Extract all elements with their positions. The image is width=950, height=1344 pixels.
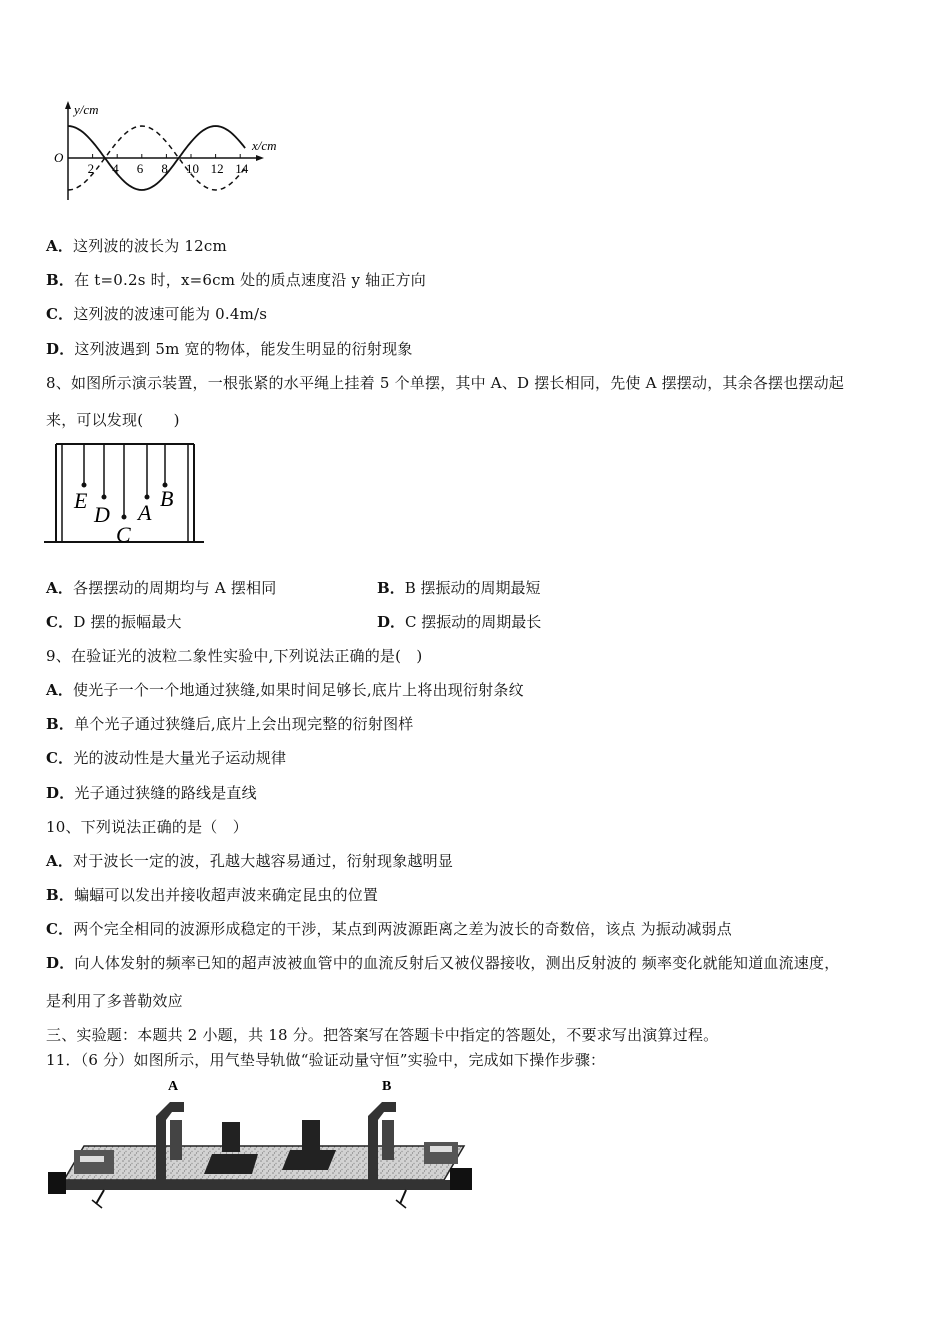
- x-tick-label: 12: [210, 161, 224, 176]
- q8-option-d[interactable]: D．C 摆振动的周期最长: [377, 613, 542, 631]
- q9-option-a[interactable]: A．使光子一个一个地通过狭缝,如果时间足够长,底片上将出现衍射条纹: [46, 681, 524, 699]
- option-label: C: [46, 305, 59, 323]
- option-label: D: [377, 613, 391, 631]
- option-text: 蝙蝠可以发出并接收超声波来确定昆虫的位置: [74, 886, 379, 904]
- pendulum-d-label: D: [94, 502, 110, 527]
- q9-option-b[interactable]: B．单个光子通过狭缝后,底片上会出现完整的衍射图样: [46, 715, 414, 733]
- option-text: 这列波的波长为 12cm: [73, 237, 227, 255]
- q10-option-b[interactable]: B．蝙蝠可以发出并接收超声波来确定昆虫的位置: [46, 886, 379, 904]
- q7-option-c[interactable]: C．这列波的波速可能为 0.4m/s: [46, 305, 268, 323]
- option-label: A: [46, 852, 58, 870]
- option-text: B 摆振动的周期最短: [404, 579, 541, 597]
- section-3-heading: 三、实验题：本题共 2 小题，共 18 分。把答案写在答题卡中指定的答题处，不要求写出演算过程。: [46, 1026, 719, 1044]
- q10-stem: 10、下列说法正确的是（ ）: [46, 818, 248, 836]
- pendulum-c-bob: [122, 515, 127, 520]
- option-text: 这列波的波速可能为 0.4m/s: [73, 305, 268, 323]
- option-label: B: [46, 271, 59, 289]
- option-text: 各摆摆动的周期均与 A 摆相同: [73, 579, 277, 597]
- option-text: 光子通过狭缝的路线是直线: [74, 784, 257, 802]
- q9-stem: 9、在验证光的波粒二象性实验中,下列说法正确的是( ): [46, 647, 423, 665]
- q8-option-c[interactable]: C．D 摆的振幅最大: [46, 613, 182, 631]
- pendulum-e-bob: [82, 483, 87, 488]
- option-label: A: [46, 237, 58, 255]
- option-label: C: [46, 749, 59, 767]
- option-label: A: [46, 579, 58, 597]
- option-text: 在 t=0.2s 时，x=6cm 处的质点速度沿 y 轴正方向: [74, 271, 426, 289]
- q7-option-d[interactable]: D．这列波遇到 5m 宽的物体，能发生明显的衍射现象: [46, 340, 413, 358]
- x-tick-label: 14: [235, 161, 249, 176]
- origin-label: O: [54, 150, 64, 165]
- option-label: B: [377, 579, 390, 597]
- pendulum-a-bob: [145, 495, 150, 500]
- q10-option-a[interactable]: A．对于波长一定的波，孔越大越容易通过，衍射现象越明显: [46, 852, 454, 870]
- q11-stem: 11．（6 分）如图所示，用气垫导轨做“验证动量守恒”实验中，完成如下操作步骤：: [46, 1051, 606, 1069]
- x-tick-label: 10: [186, 161, 199, 176]
- x-tick-label: 4: [112, 161, 119, 176]
- option-label: D: [46, 340, 60, 358]
- option-text: 光的波动性是大量光子运动规律: [73, 749, 287, 767]
- pendulum-apparatus-figure: [44, 440, 206, 548]
- q10-option-d-continued: 是利用了多普勒效应: [46, 992, 183, 1010]
- q7-option-b[interactable]: B．在 t=0.2s 时，x=6cm 处的质点速度沿 y 轴正方向: [46, 271, 426, 289]
- x-tick-label: 6: [136, 161, 144, 176]
- option-label: B: [46, 886, 59, 904]
- option-label: D: [46, 954, 60, 972]
- q7-option-a[interactable]: A．这列波的波长为 12cm: [46, 237, 227, 255]
- pendulum-b-label: B: [160, 486, 174, 511]
- option-text: 对于波长一定的波，孔越大越容易通过，衍射现象越明显: [73, 852, 454, 870]
- option-text: 两个完全相同的波源形成稳定的干涉，某点到两波源距离之差为波长的奇数倍，该点 为振动减弱点: [73, 920, 732, 938]
- pendulum-a-label: A: [138, 500, 152, 525]
- q8-option-b[interactable]: B．B 摆振动的周期最短: [377, 579, 541, 597]
- q9-option-c[interactable]: C．光的波动性是大量光子运动规律: [46, 749, 287, 767]
- x-tick-label: 8: [161, 161, 168, 176]
- y-axis-label: y/cm: [74, 102, 99, 117]
- option-label: B: [46, 715, 59, 733]
- option-text: 向人体发射的频率已知的超声波被血管中的血流反射后又被仪器接收，测出反射波的 频率变化就能知道血流速度，: [74, 954, 840, 972]
- wave-graph-figure: [48, 98, 288, 206]
- x-axis-arrow: [256, 155, 264, 161]
- option-text: D 摆的振幅最大: [73, 613, 182, 631]
- q10-option-d[interactable]: D．向人体发射的频率已知的超声波被血管中的血流反射后又被仪器接收，测出反射波的 频率变化就能知道血流速度，: [46, 954, 840, 972]
- x-axis-label: x/cm: [252, 138, 277, 153]
- q8-stem-line2: 来，可以发现( ): [46, 411, 180, 429]
- option-label: C: [46, 613, 59, 631]
- pendulum-c-label: C: [116, 522, 131, 547]
- q10-option-c[interactable]: C．两个完全相同的波源形成稳定的干涉，某点到两波源距离之差为波长的奇数倍，该点 为振动减弱点: [46, 920, 732, 938]
- q9-option-d[interactable]: D．光子通过狭缝的路线是直线: [46, 784, 257, 802]
- option-label: D: [46, 784, 60, 802]
- option-text: 这列波遇到 5m 宽的物体，能发生明显的衍射现象: [74, 340, 413, 358]
- option-label: C: [46, 920, 59, 938]
- option-text: C 摆振动的周期最长: [405, 613, 542, 631]
- pendulum-d-bob: [102, 495, 107, 500]
- option-text: 使光子一个一个地通过狭缝,如果时间足够长,底片上将出现衍射条纹: [73, 681, 524, 699]
- air-track-figure: [44, 1076, 478, 1210]
- photogate-b-label: B: [382, 1079, 392, 1094]
- option-text: 单个光子通过狭缝后,底片上会出现完整的衍射图样: [74, 715, 414, 733]
- q8-option-a[interactable]: A．各摆摆动的周期均与 A 摆相同: [46, 579, 277, 597]
- pendulum-e-label: E: [74, 488, 88, 513]
- q8-stem-line1: 8、如图所示演示装置，一根张紧的水平绳上挂着 5 个单摆，其中 A、D 摆长相同，先使 A 摆摆动，其余各摆也摆动起: [46, 374, 844, 392]
- x-tick-label: 2: [87, 161, 95, 176]
- y-axis-arrow: [65, 101, 71, 109]
- option-label: A: [46, 681, 58, 699]
- photogate-a-label: A: [168, 1079, 179, 1094]
